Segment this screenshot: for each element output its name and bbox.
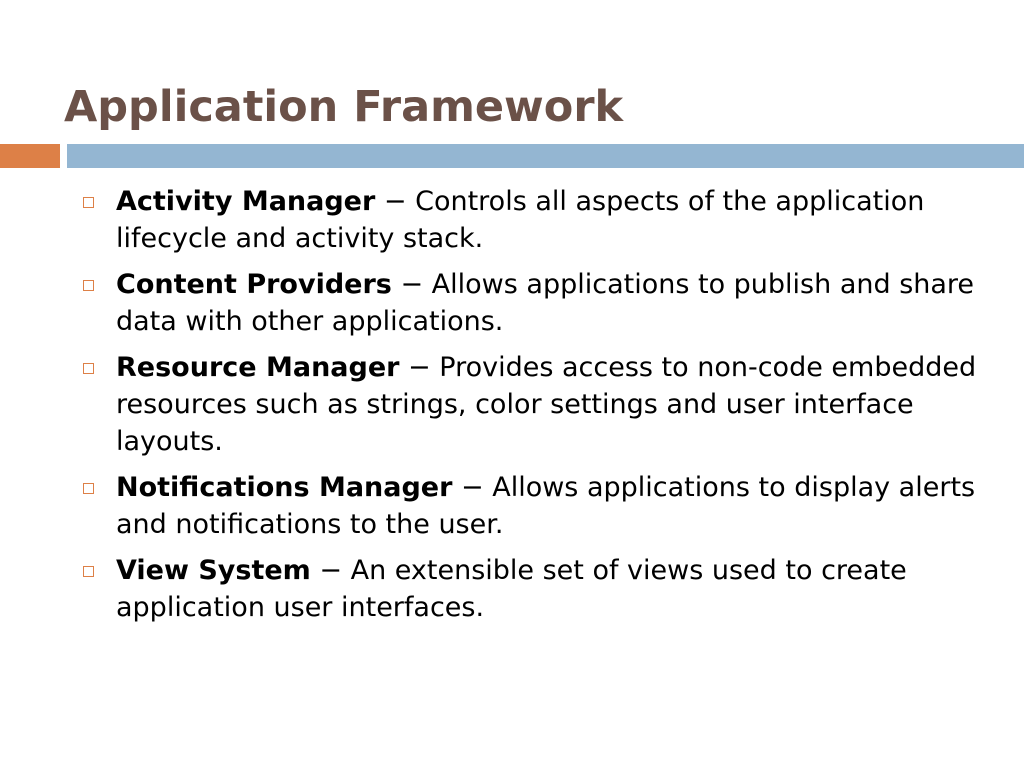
- bullet-term: Activity Manager: [116, 186, 376, 217]
- bullet-separator: −: [310, 555, 351, 586]
- slide-title: Application Framework: [64, 82, 624, 132]
- bullet-separator: −: [399, 352, 440, 383]
- bullet-term: View System: [116, 555, 311, 586]
- bullet-item-notifications-manager: [80, 469, 990, 543]
- bullet-description: Controls all aspects of the application lifecycle and activity stack.: [116, 186, 925, 254]
- hollow-square-icon: [83, 483, 94, 494]
- bullet-item-content-providers: [80, 266, 990, 340]
- bullet-description: Provides access to non-code embedded resources such as strings, color settings and user interface layouts.: [116, 352, 977, 457]
- title-accent-bar: [0, 144, 60, 168]
- bullet-term: Resource Manager: [116, 352, 400, 383]
- bullet-term: Notifications Manager: [116, 472, 453, 503]
- hollow-square-icon: [83, 566, 94, 577]
- bullet-description: Allows applications to publish and share data with other applications.: [116, 269, 975, 337]
- bullet-separator: −: [391, 269, 432, 300]
- bullet-description: An extensible set of views used to create application user interfaces.: [116, 555, 907, 623]
- bullet-separator: −: [452, 472, 493, 503]
- bullet-term: Content Providers: [116, 269, 392, 300]
- bullet-description: Allows applications to display alerts and notifications to the user.: [116, 472, 976, 540]
- hollow-square-icon: [83, 280, 94, 291]
- bullet-item-activity-manager: [80, 183, 990, 257]
- title-underline-bar: [67, 144, 1024, 168]
- bullet-item-view-system: [80, 552, 990, 626]
- hollow-square-icon: [83, 197, 94, 208]
- bullet-item-resource-manager: [80, 349, 990, 460]
- hollow-square-icon: [83, 363, 94, 374]
- bullet-list: [80, 183, 990, 635]
- bullet-separator: −: [375, 186, 416, 217]
